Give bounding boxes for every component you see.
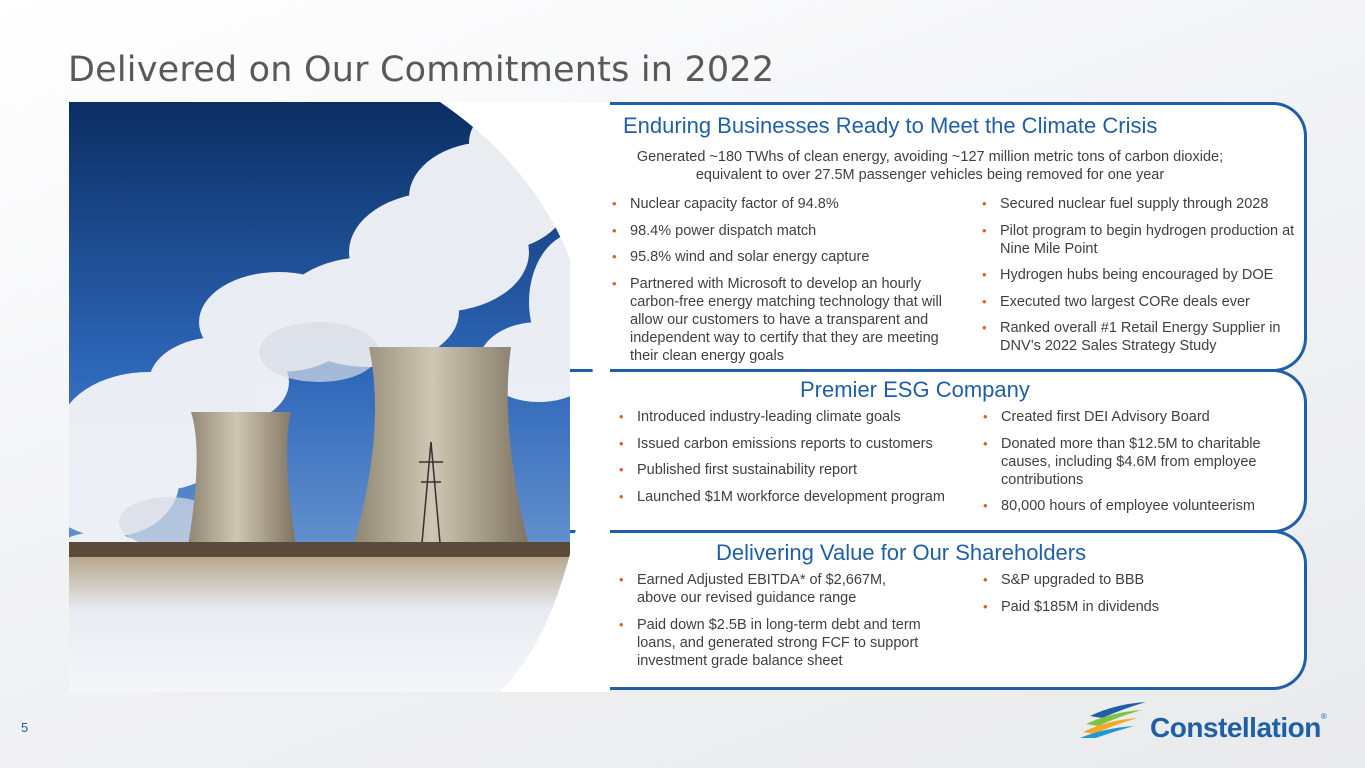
- list-item: • S&P upgraded to BBB: [981, 571, 1291, 589]
- list-item: • 95.8% wind and solar energy capture: [610, 248, 955, 266]
- panel-2-title: Premier ESG Company: [800, 377, 1030, 402]
- list-item: • Earned Adjusted EBITDA* of $2,667M, above our revised guidance range: [617, 571, 927, 607]
- logo-registered-mark: ®: [1320, 712, 1327, 721]
- panel-1-title: Enduring Businesses Ready to Meet the Climate Crisis: [623, 113, 1158, 138]
- page-number: 5: [21, 720, 29, 735]
- list-item: • Launched $1M workforce development program: [617, 488, 977, 506]
- constellation-logo-text: [1150, 712, 1326, 744]
- list-item: • Hydrogen hubs being encouraged by DOE: [980, 266, 1298, 284]
- panel-1-subtitle: [610, 148, 1250, 184]
- list-item: • Nuclear capacity factor of 94.8%: [610, 195, 955, 213]
- panel-2-right-list: [981, 408, 1291, 524]
- list-item: • Paid $185M in dividends: [981, 598, 1291, 616]
- panel-3-right-list: [981, 571, 1291, 624]
- list-item: • Issued carbon emissions reports to customers: [617, 435, 977, 453]
- panel-3-title: Delivering Value for Our Shareholders: [716, 540, 1087, 565]
- subtitle-line-2: equivalent to over 27.5M passenger vehicles being removed for one year: [695, 167, 1165, 183]
- panel-1-right-list: [980, 195, 1298, 364]
- panel-2-left-list: [617, 408, 977, 514]
- slide-title: Delivered on Our Commitments in 2022: [68, 50, 775, 90]
- list-item: • Published first sustainability report: [617, 461, 977, 479]
- list-item: • 98.4% power dispatch match: [610, 222, 955, 240]
- photo-curve-mask: [440, 102, 610, 692]
- list-item: • Donated more than $12.5M to charitable causes, including $4.6M from employee contributions: [981, 435, 1291, 489]
- list-item: • Executed two largest CORe deals ever: [980, 293, 1298, 311]
- list-item: • Pilot program to begin hydrogen production at Nine Mile Point: [980, 222, 1298, 258]
- list-item: • 80,000 hours of employee volunteerism: [981, 497, 1291, 515]
- subtitle-line-1: Generated ~180 TWhs of clean energy, avoiding ~127 million metric tons of carbon dioxide;: [636, 149, 1224, 165]
- panel-1-left-list: [610, 195, 955, 373]
- list-item: • Partnered with Microsoft to develop an hourly carbon-free energy matching technology that will allow our customers to have a transparent and independent way to certify that they are meeting their clean energy goals: [610, 275, 955, 365]
- list-item: • Secured nuclear fuel supply through 2028: [980, 195, 1298, 213]
- list-item: • Paid down $2.5B in long-term debt and term loans, and generated strong FCF to support investment grade balance sheet: [617, 616, 927, 670]
- list-item: • Introduced industry-leading climate goals: [617, 408, 977, 426]
- list-item: • Created first DEI Advisory Board: [981, 408, 1291, 426]
- constellation-logo-icon: [1080, 702, 1148, 738]
- list-item: • Ranked overall #1 Retail Energy Supplier in DNV’s 2022 Sales Strategy Study: [980, 319, 1298, 355]
- panel-3-left-list: [617, 571, 927, 678]
- logo-wordmark: Constellation: [1150, 712, 1321, 743]
